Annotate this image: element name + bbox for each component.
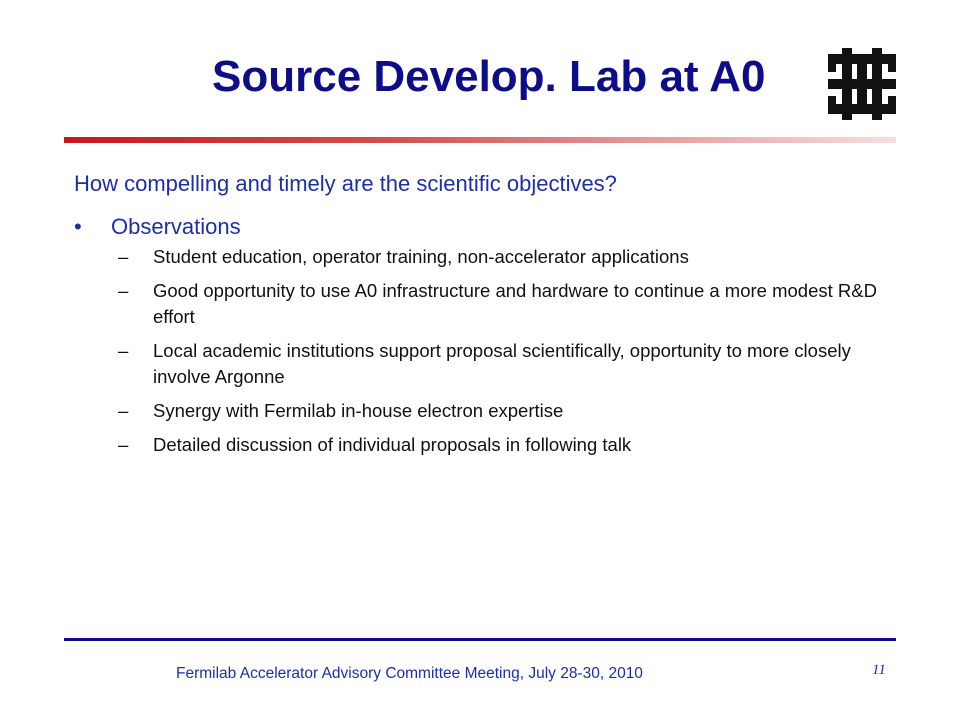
observation-sub-list: [118, 244, 878, 466]
sub-item-text: Detailed discussion of individual proposals in following talk: [153, 434, 632, 455]
dash-marker: –: [118, 340, 129, 361]
slide-question: How compelling and timely are the scientific objectives?: [74, 171, 617, 196]
footer-divider: [64, 638, 896, 641]
dash-marker: –: [118, 434, 129, 455]
sub-item: [118, 338, 878, 390]
sub-item-text: Synergy with Fermilab in-house electron expertise: [153, 400, 564, 421]
dash-marker: –: [118, 246, 129, 267]
sub-item: [118, 278, 878, 330]
fermilab-logo-icon: [824, 48, 900, 120]
sub-item-text: Local academic institutions support proposal scientifically, opportunity to more closely involve Argonne: [153, 340, 851, 387]
bullet-label: Observations: [111, 214, 241, 239]
sub-item: [118, 244, 878, 270]
sub-item-text: Good opportunity to use A0 infrastructure and hardware to continue a more modest R&D effort: [153, 280, 877, 327]
page-number: 11: [872, 662, 886, 678]
bullet-icon: •: [74, 214, 82, 239]
sub-item-text: Student education, operator training, non-accelerator applications: [153, 246, 689, 267]
title-divider: [64, 137, 896, 143]
dash-marker: –: [118, 280, 129, 301]
slide-title: Source Develop. Lab at A0: [212, 52, 766, 101]
sub-item: [118, 432, 878, 458]
dash-marker: –: [118, 400, 129, 421]
sub-item: [118, 398, 878, 424]
footer-meeting-info: Fermilab Accelerator Advisory Committee Meeting, July 28-30, 2010: [176, 665, 643, 682]
